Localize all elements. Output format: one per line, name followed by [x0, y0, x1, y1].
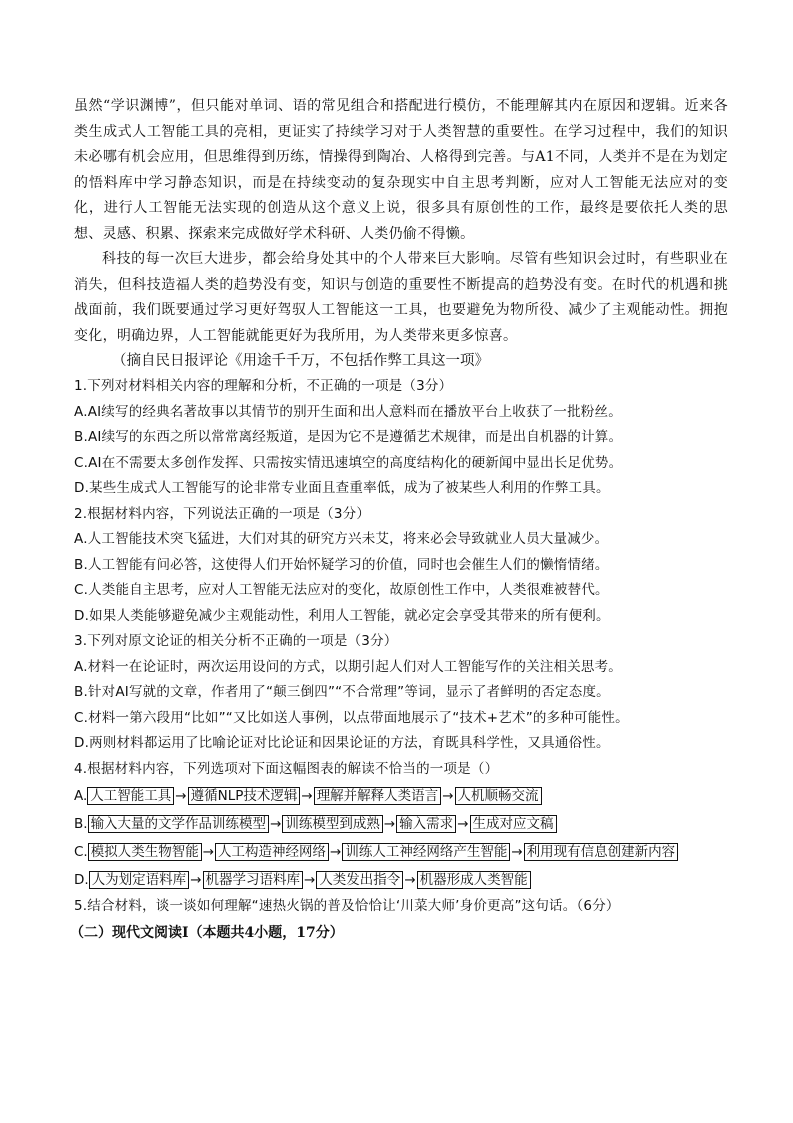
option-letter: B. [74, 816, 88, 832]
question-1-option-b: B.AI续写的东西之所以常常离经叛道，是因为它不是遵循艺术规律，而是出自机器的计算。 [74, 429, 623, 445]
question-2-option-b: B.人工智能有问必答，这使得人们开始怀疑学习的价值，同时也会催生人们的懒惰情绪。 [74, 556, 609, 573]
question-5-stem: 5.结合材料，谈一谈如何理解“速热火锅的普及恰恰让‘川菜大师’身价更高”这句话。（6分） [74, 898, 620, 914]
question-4-option-c [74, 838, 728, 866]
arrow-icon: → [304, 872, 316, 888]
question-2-option-d: D.如果人类能够避免减少主观能动性，利用人工智能，就必定会享受其带来的所有便利。 [74, 607, 610, 624]
question-1-option-a: A.AI续写的经典名著故事以其情节的别开生面和出人意料而在播放平台上收获了一批粉丝。 [74, 403, 622, 420]
option-letter: D. [74, 872, 89, 888]
flow-step-box: 生成对应文稿 [470, 815, 557, 833]
arrow-icon: → [442, 788, 454, 804]
arrow-icon: → [330, 844, 342, 860]
question-3-option-c: C.材料一第六段用“比如”“又比如送人事例，以点带面地展示了“技术+艺术”的多种可能性。 [74, 709, 629, 726]
question-4-option-b [74, 810, 728, 838]
flow-step-box: 遵循NLP技术逻辑 [188, 787, 301, 805]
question-4-option-a [74, 782, 728, 810]
material-source: （摘自民日报评论《用途千千万，不包括作弊工具这一项》 [112, 353, 489, 369]
arrow-icon: → [202, 844, 215, 860]
flow-step-box: 理解并解释人类语言 [314, 787, 442, 805]
flow-step-box: 人机顺畅交流 [455, 787, 542, 805]
question-1-option-d: D.某些生成式人工智能写的论非常专业面且查重率低，成为了被某些人利用的作弊工具。 [74, 480, 610, 496]
question-3-option-a: A.材料一在论证时，两次运用设问的方式，以期引起人们对人工智能写作的关注相关思考。 [74, 658, 622, 675]
arrow-icon: → [383, 816, 396, 832]
arrow-icon: → [175, 788, 187, 804]
question-4-option-d [74, 866, 728, 894]
flow-step-box: 模拟人类生物智能 [88, 843, 202, 861]
question-1-option-c: C.AI在不需要太多创作发挥、只需按实情迅速填空的高度结构化的硬新闻中显出长足优势。 [74, 454, 623, 471]
question-2-option-c: C.人类能自主思考，应对人工智能无法应对的变化，故原创性工作中，人类很难被替代。 [74, 582, 609, 598]
document-page [70, 94, 728, 946]
flow-step-box: 人工智能工具 [87, 787, 174, 805]
question-4-stem: 4.根据材料内容，下列选项对下面这幅图表的解读不恰当的一项是（） [74, 760, 499, 777]
question-3-option-b: B.针对AI写就的文章，作者用了“颠三倒四”“不合常理”等词，显示了者鲜明的否定态度。 [74, 684, 610, 700]
option-letter: C. [74, 844, 88, 860]
flow-step-box: 训练人工神经网络产生智能 [342, 843, 510, 861]
flow-step-box: 机器学习语料库 [203, 871, 304, 889]
section-heading: （二）现代文阅读I（本题共4小题，17分） [70, 924, 344, 941]
arrow-icon: → [511, 844, 523, 860]
material-paragraph-1: 虽然“学识渊博”，但只能对单词、语的常见组合和搭配进行模仿，不能理解其内在原因和逻辑。近来各类生成式人工智能工具的亮相，更证实了持续学习对于人类智慧的重要性。在学习过程中，我们的知识未必哪有机会应用，但思维得到历练，情操得到陶冶、人格得到完善。与A1不同，人类并不是在为划定的悟料库中学习静态知识，而是在持续变动的复杂现实中自主思考判断，应对人工智能无法应对的变化，进行人工智能无法实现的创造从这个意义上说，很多具有原创性的工作，最终是要依托人类的思想、灵感、积累、探索来完成做好学术科研、人类仍偷不得懒。 [74, 98, 728, 242]
arrow-icon: → [457, 816, 469, 832]
arrow-icon: → [190, 872, 202, 888]
arrow-icon: → [301, 788, 313, 804]
arrow-icon: → [270, 816, 282, 832]
question-3-stem: 3.下列对原文论证的相关分析不正确的一项是（3分） [74, 633, 398, 649]
flow-step-box: 人类发出指令 [316, 871, 403, 889]
flow-step-box: 人工构造神经网络 [215, 843, 329, 861]
flow-step-box: 输入需求 [396, 815, 456, 833]
question-2-option-a: A.人工智能技术突飞猛进，大们对其的研究方兴未艾，将来必会导致就业人员大量减少。 [74, 531, 609, 547]
question-1-stem: 1.下列对材料相关内容的理解和分析，不正确的一项是（3分） [74, 378, 453, 394]
question-2-stem: 2.根据材料内容，下列说法正确的一项是（3分） [74, 505, 371, 522]
material-paragraph-2: 科技的每一次巨大进步，都会给身处其中的个人带来巨大影响。尽管有些知识会过时，有些职业在消失，但科技造福人类的趋势没有变，知识与创造的重要性不断提高的趋势没有变。在时代的机遇和挑战面前，我们既要通过学习更好驾驭人工智能这一工具，也要避免为物所役、减少了主观能动性。拥抱变化，明确边界，人工智能就能更好为我所用，为人类带来更多惊喜。 [74, 251, 728, 344]
flow-step-box: 机器形成人类智能 [417, 871, 531, 889]
flow-step-box: 训练模型到成熟 [282, 815, 383, 833]
arrow-icon: → [404, 872, 416, 888]
flow-step-box: 利用现有信息创建新内容 [524, 843, 679, 861]
question-3-option-d: D.两则材料都运用了比喻论证对比论证和因果论证的方法，育既具科学性，又具通俗性。 [74, 735, 610, 751]
flow-step-box: 人为划定语料库 [89, 871, 190, 889]
option-letter: A. [74, 788, 88, 804]
flow-step-box: 输入大量的文学作品训练模型 [88, 815, 270, 833]
